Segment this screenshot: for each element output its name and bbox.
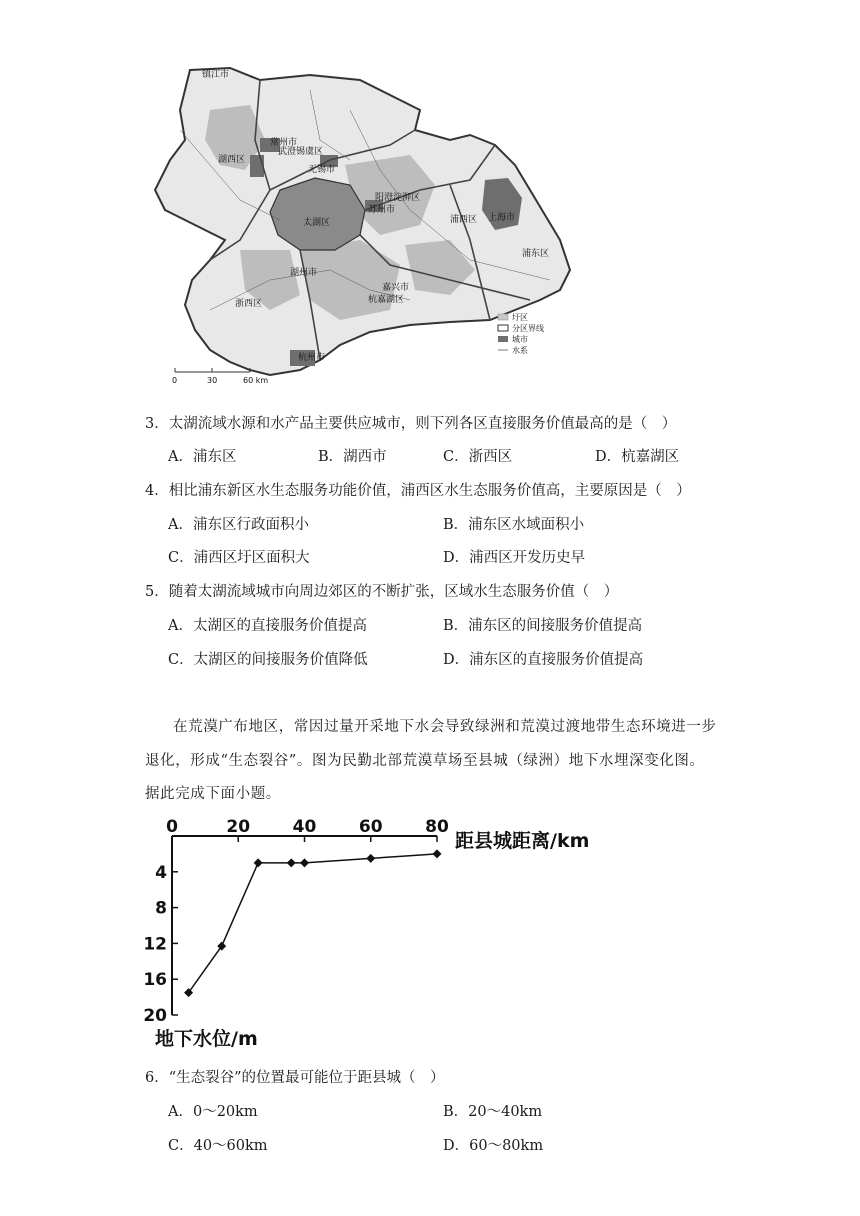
series-line <box>189 854 437 993</box>
label-yangchengdianmao: 阳澄淀泖区 <box>375 193 421 203</box>
series-points <box>184 849 441 997</box>
q5-option-c[interactable]: C．太湖区的间接服务价值降低 <box>168 652 368 668</box>
groundwater-depth-chart <box>143 815 620 1055</box>
q5-option-b[interactable]: B．浦东区的间接服务价值提高 <box>443 618 643 634</box>
q3-option-c[interactable]: C．浙西区 <box>443 449 513 465</box>
label-huxi: 湖西区 <box>218 155 246 165</box>
label-wuxi: 无锡市 <box>308 165 336 175</box>
scale-30: 30 <box>207 376 218 385</box>
label-hangjiahu: 杭嘉湖区 <box>368 295 405 305</box>
legend-boundary: 分区界线 <box>512 324 544 333</box>
data-point <box>254 858 263 867</box>
taihu-lake <box>270 178 365 250</box>
q6-stem: 6．“生态裂谷”的位置最可能位于距县城（ ） <box>145 1070 445 1086</box>
x-axis-title: 距县城距离/km <box>455 830 590 852</box>
x-tick-label: 0 <box>166 817 178 837</box>
q3-option-a[interactable]: A．浦东区 <box>168 449 237 465</box>
map-legend <box>498 312 544 355</box>
label-pudong: 浦东区 <box>522 249 550 259</box>
legend-polder: 圩区 <box>512 313 528 322</box>
taihu-basin-map <box>150 50 575 395</box>
passage-line-3: 据此完成下面小题。 <box>145 786 281 802</box>
x-tick-label: 40 <box>292 817 317 837</box>
q6-option-a[interactable]: A．0～20km <box>168 1104 258 1120</box>
label-suzhou: 苏州市 <box>368 205 396 215</box>
y-tick-label: 8 <box>155 898 167 919</box>
q6-option-c[interactable]: C．40～60km <box>168 1138 268 1154</box>
y-axis-title: 地下水位/m <box>155 1028 258 1050</box>
q3-option-d[interactable]: D．杭嘉湖区 <box>595 449 680 465</box>
q3-option-b[interactable]: B．湖西市 <box>318 449 387 465</box>
x-tick-label: 80 <box>425 817 449 837</box>
y-tick-label: 20 <box>143 1006 167 1026</box>
data-point <box>366 854 375 863</box>
passage-line-1: 在荒漠广布地区，常因过量开采地下水会导致绿洲和荒漠过渡地带生态环境进一步 <box>173 719 717 735</box>
x-tick-label: 20 <box>226 817 251 837</box>
label-taihu: 太湖区 <box>303 218 331 228</box>
q4-option-c[interactable]: C．浦西区圩区面积大 <box>168 550 310 566</box>
y-tick-label: 12 <box>143 934 167 955</box>
legend-water: 水系 <box>512 346 528 355</box>
q4-option-d[interactable]: D．浦西区开发历史早 <box>443 550 586 566</box>
label-zhenjiang: 镇江市 <box>202 70 230 80</box>
x-tick-label: 60 <box>358 817 383 837</box>
y-tick-label: 4 <box>155 862 167 883</box>
q3-stem: 3．太湖流域水源和水产品主要供应城市，则下列各区直接服务价值最高的是（ ） <box>145 416 677 432</box>
q4-option-a[interactable]: A．浦东区行政面积小 <box>168 517 309 533</box>
passage-line-2: 退化，形成“生态裂谷”。图为民勤北部荒漠草场至县城（绿洲）地下水埋深变化图。 <box>145 753 705 769</box>
label-huzhou: 湖州市 <box>290 268 318 278</box>
label-puxi: 浦西区 <box>450 215 478 225</box>
q5-stem: 5．随着太湖流域城市向周边郊区的不断扩张，区域水生态服务价值（ ） <box>145 584 619 600</box>
scale-0: 0 <box>172 376 178 385</box>
data-point <box>300 858 309 867</box>
label-hangzhou: 杭州市 <box>298 353 326 363</box>
legend-city: 城市 <box>512 335 528 344</box>
q4-option-b[interactable]: B．浦东区水域面积小 <box>443 517 585 533</box>
label-shanghai: 上海市 <box>488 213 516 223</box>
label-changzhou: 常州市 <box>270 138 298 148</box>
q5-option-a[interactable]: A．太湖区的直接服务价值提高 <box>168 618 367 634</box>
q6-option-d[interactable]: D．60～80km <box>443 1138 544 1154</box>
q6-option-b[interactable]: B．20～40km <box>443 1104 543 1120</box>
label-wuchengxiyu: 武澄锡虞区 <box>278 147 324 157</box>
q5-option-d[interactable]: D．浦东区的直接服务价值提高 <box>443 652 644 668</box>
data-point <box>287 858 296 867</box>
scale-60: 60 km <box>243 376 269 385</box>
q4-stem: 4．相比浦东新区水生态服务功能价值，浦西区水生态服务价值高，主要原因是（ ） <box>145 483 691 499</box>
data-point <box>433 849 442 858</box>
label-zhexi: 浙西区 <box>235 299 263 309</box>
label-jiaxing: 嘉兴市 <box>382 283 410 293</box>
y-tick-label: 16 <box>143 970 167 991</box>
